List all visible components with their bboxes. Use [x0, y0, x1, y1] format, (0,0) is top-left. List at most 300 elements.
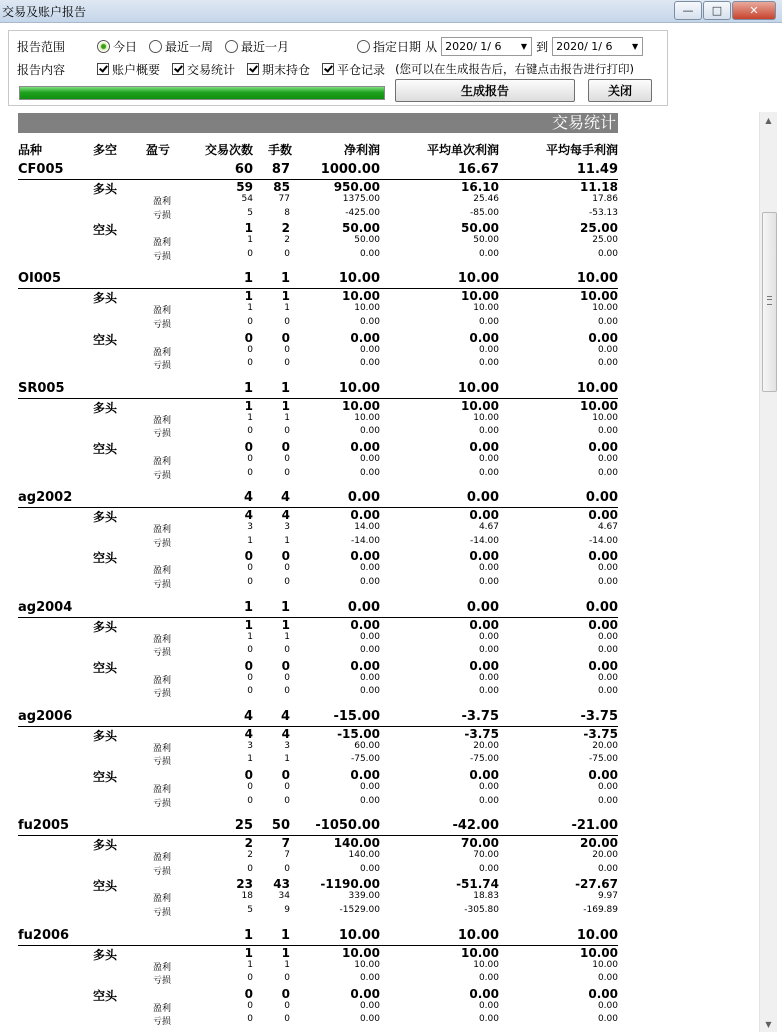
group-total-row[interactable]	[18, 709, 618, 727]
group-total-row[interactable]	[18, 490, 618, 508]
direction-net-profit: 10.00	[342, 289, 380, 304]
scrollbar-thumb[interactable]	[762, 212, 777, 392]
pnl-net-profit: 0.00	[359, 316, 380, 327]
pnl-name: 亏损	[153, 689, 172, 700]
dropdown-arrow-icon[interactable]: ▼	[631, 41, 639, 51]
pnl-net-profit: -425.00	[345, 207, 380, 218]
direction-row[interactable]	[18, 399, 618, 413]
minimize-icon[interactable]: —	[674, 1, 702, 20]
direction-row[interactable]	[18, 221, 618, 238]
pnl-row[interactable]	[18, 782, 618, 796]
scroll-up-icon[interactable]: ▲	[765, 115, 772, 125]
total-trade-count: 1	[243, 271, 253, 287]
pnl-avg-per-trade: -305.80	[464, 905, 499, 916]
pnl-trade-count: 0	[247, 686, 253, 697]
pnl-row[interactable]	[18, 864, 618, 878]
total-lots: 1	[280, 271, 290, 287]
pnl-trade-count: 1	[247, 303, 253, 314]
group-spacer	[18, 919, 618, 928]
direction-avg-per-lot: 10.00	[580, 945, 618, 960]
pnl-row[interactable]	[18, 577, 618, 591]
direction-name: 空头	[93, 551, 118, 566]
direction-trade-count: 59	[236, 180, 253, 194]
pnl-trade-count: 0	[247, 1014, 253, 1025]
group-total-row[interactable]	[18, 271, 618, 289]
direction-net-profit: 0.00	[350, 439, 380, 454]
pnl-avg-per-lot: -14.00	[588, 535, 618, 546]
pnl-net-profit: 10.00	[354, 959, 380, 970]
pnl-avg-per-trade: 0.00	[478, 576, 499, 587]
total-lots: 87	[271, 162, 290, 177]
total-trade-count: 60	[234, 162, 253, 177]
total-avg-per-lot: 0.00	[585, 599, 618, 615]
header-lots: 手数	[267, 143, 292, 157]
direction-name: 空头	[93, 660, 118, 675]
pnl-name: 亏损	[153, 579, 172, 590]
direction-trade-count: 1	[244, 398, 253, 413]
title-bar	[0, 0, 782, 23]
pnl-avg-per-trade: 0.00	[478, 645, 499, 656]
direction-net-profit: 0.00	[350, 330, 380, 345]
pnl-row[interactable]	[18, 960, 618, 974]
pnl-avg-per-trade: 20.00	[473, 740, 499, 751]
pnl-trade-count: 0	[247, 863, 253, 874]
group-total-row[interactable]	[18, 381, 618, 399]
direction-avg-per-trade: 0.00	[469, 549, 499, 564]
pnl-lots: 3	[284, 740, 290, 751]
group-total-row[interactable]	[18, 162, 618, 180]
direction-name: 多头	[93, 510, 118, 525]
total-net-profit: 10.00	[338, 271, 380, 287]
pnl-row[interactable]	[18, 413, 618, 427]
content-row	[17, 60, 634, 78]
direction-row[interactable]	[18, 727, 618, 741]
direction-row[interactable]	[18, 946, 618, 960]
direction-row[interactable]	[18, 331, 618, 345]
pnl-row[interactable]	[18, 754, 618, 768]
pnl-avg-per-lot: -75.00	[588, 754, 618, 765]
group-spacer	[18, 481, 618, 490]
pnl-lots: 3	[284, 522, 290, 533]
close-icon[interactable]: ✕	[732, 1, 776, 20]
direction-net-profit: 10.00	[342, 398, 380, 413]
direction-row[interactable]	[18, 180, 618, 194]
checkbox-icon[interactable]	[322, 63, 334, 75]
pnl-avg-per-trade: 0.00	[478, 248, 499, 259]
checkbox-icon[interactable]	[247, 63, 259, 75]
pnl-name: 盈利	[153, 853, 172, 864]
total-avg-per-lot: -3.75	[580, 708, 618, 724]
generate-report-button[interactable]: 生成报告	[395, 79, 575, 102]
direction-lots: 0	[281, 658, 290, 673]
group-cf005	[18, 160, 618, 262]
pnl-trade-count: 0	[247, 576, 253, 587]
pnl-row[interactable]	[18, 454, 618, 468]
pnl-net-profit: 10.00	[354, 303, 380, 314]
pnl-avg-per-trade: 0.00	[478, 316, 499, 327]
pnl-lots: 0	[284, 1014, 290, 1025]
direction-avg-per-lot: 0.00	[588, 330, 618, 345]
pnl-net-profit: 0.00	[359, 467, 380, 478]
direction-name: 空头	[93, 332, 118, 347]
pnl-row[interactable]	[18, 345, 618, 359]
group-total-row[interactable]	[18, 600, 618, 618]
pnl-row[interactable]	[18, 686, 618, 700]
pnl-lots: 1	[284, 535, 290, 546]
pnl-name: 盈利	[153, 675, 172, 686]
direction-name: 多头	[93, 728, 118, 743]
direction-name: 空头	[93, 879, 118, 894]
pnl-net-profit: 0.00	[359, 1000, 380, 1011]
direction-row[interactable]	[18, 987, 618, 1001]
pnl-row[interactable]	[18, 426, 618, 440]
direction-row[interactable]	[18, 508, 618, 525]
pnl-avg-per-lot: 10.00	[592, 412, 618, 423]
pnl-row[interactable]	[18, 891, 618, 905]
content-option-account[interactable]: 账户概要	[97, 61, 160, 78]
header-symbol: 品种	[18, 143, 43, 157]
pnl-row[interactable]	[18, 536, 618, 550]
pnl-lots: 0	[284, 686, 290, 697]
pnl-avg-per-lot: 9.97	[597, 891, 618, 902]
pnl-trade-count: 0	[247, 645, 253, 656]
pnl-avg-per-lot: -53.13	[588, 207, 618, 218]
pnl-name: 亏损	[153, 757, 172, 768]
pnl-lots: 0	[284, 316, 290, 327]
range-option-today[interactable]: 今日	[97, 38, 137, 55]
total-lots: 4	[280, 490, 290, 506]
range-option-month[interactable]: 最近一月	[225, 38, 289, 55]
pnl-net-profit: 0.00	[359, 795, 380, 806]
total-net-profit: 10.00	[338, 380, 380, 396]
pnl-avg-per-lot: 0.00	[597, 686, 618, 697]
total-lots: 1	[280, 927, 290, 943]
pnl-trade-count: 0	[247, 344, 253, 355]
pnl-lots: 1	[284, 959, 290, 970]
report-view[interactable]	[18, 113, 618, 1028]
pnl-row[interactable]	[18, 208, 618, 222]
symbol-name: fu2006	[18, 927, 70, 943]
total-avg-per-trade: 10.00	[457, 271, 499, 287]
radio-icon[interactable]	[357, 40, 370, 53]
direction-net-profit: 50.00	[342, 221, 380, 236]
options-panel	[8, 30, 668, 106]
symbol-name: SR005	[18, 380, 65, 396]
total-avg-per-lot: 11.49	[576, 162, 618, 177]
pnl-row[interactable]	[18, 973, 618, 987]
group-fu2005	[18, 809, 618, 918]
pnl-lots: 0	[284, 344, 290, 355]
direction-trade-count: 1	[244, 221, 253, 236]
pnl-net-profit: 0.00	[359, 344, 380, 355]
direction-trade-count: 0	[244, 658, 253, 673]
pnl-row[interactable]	[18, 303, 618, 317]
pnl-name: 亏损	[153, 470, 172, 481]
direction-avg-per-trade: 16.10	[461, 180, 499, 194]
progress-bar	[19, 86, 385, 100]
direction-net-profit: 0.00	[350, 617, 380, 632]
pnl-avg-per-trade: 10.00	[473, 959, 499, 970]
pnl-row[interactable]	[18, 468, 618, 482]
vertical-scrollbar[interactable]	[759, 112, 777, 1032]
direction-net-profit: -15.00	[337, 726, 380, 741]
pnl-trade-count: 1	[247, 235, 253, 246]
direction-avg-per-trade: 0.00	[469, 439, 499, 454]
direction-avg-per-lot: 0.00	[588, 508, 618, 523]
pnl-row[interactable]	[18, 796, 618, 810]
group-oi005	[18, 262, 618, 371]
to-date-picker[interactable]: 2020/ 1/ 6 ▼	[552, 37, 643, 56]
total-avg-per-trade: 0.00	[466, 490, 499, 506]
total-net-profit: -15.00	[333, 708, 380, 724]
pnl-avg-per-trade: 0.00	[478, 1000, 499, 1011]
total-avg-per-trade: 10.00	[457, 380, 499, 396]
direction-row[interactable]	[18, 440, 618, 454]
pnl-net-profit: 60.00	[354, 740, 380, 751]
pnl-trade-count: 54	[241, 194, 253, 204]
direction-row[interactable]	[18, 549, 618, 566]
pnl-net-profit: 0.00	[359, 426, 380, 437]
direction-avg-per-lot: 20.00	[580, 836, 618, 851]
content-label: 报告内容	[17, 62, 66, 77]
pnl-net-profit: 0.00	[359, 672, 380, 683]
direction-trade-count: 0	[244, 549, 253, 564]
total-avg-per-trade: -3.75	[461, 708, 499, 724]
radio-selected-icon[interactable]	[97, 40, 110, 53]
direction-trade-count: 23	[236, 877, 253, 892]
pnl-avg-per-lot: 0.00	[597, 316, 618, 327]
total-net-profit: -1050.00	[315, 818, 380, 834]
pnl-row[interactable]	[18, 522, 618, 536]
direction-row[interactable]	[18, 618, 618, 632]
total-trade-count: 1	[243, 927, 253, 943]
pnl-avg-per-lot: 10.00	[592, 959, 618, 970]
range-row	[17, 37, 647, 55]
direction-avg-per-trade: 0.00	[469, 617, 499, 632]
pnl-avg-per-trade: 0.00	[478, 344, 499, 355]
pnl-name: 盈利	[153, 238, 172, 249]
pnl-avg-per-lot: 20.00	[592, 740, 618, 751]
group-spacer	[18, 591, 618, 600]
pnl-name: 盈利	[153, 415, 172, 426]
pnl-avg-per-lot: 0.00	[597, 645, 618, 656]
direction-name: 空头	[93, 223, 118, 238]
pnl-lots: 0	[284, 973, 290, 984]
pnl-avg-per-lot: 0.00	[597, 973, 618, 984]
pnl-name: 盈利	[153, 456, 172, 467]
direction-avg-per-trade: 0.00	[469, 508, 499, 523]
pnl-row[interactable]	[18, 358, 618, 372]
scroll-down-icon[interactable]: ▼	[765, 1019, 772, 1029]
content-option-trades[interactable]: 交易统计	[172, 61, 235, 78]
pnl-row[interactable]	[18, 1014, 618, 1028]
total-trade-count: 25	[234, 818, 253, 834]
pnl-lots: 0	[284, 782, 290, 793]
pnl-net-profit: -1529.00	[339, 905, 380, 916]
direction-avg-per-trade: 10.00	[461, 945, 499, 960]
symbol-name: ag2002	[18, 490, 73, 506]
pnl-net-profit: 0.00	[359, 563, 380, 574]
pnl-lots: 0	[284, 358, 290, 369]
group-ag2006	[18, 700, 618, 809]
pnl-trade-count: 1	[247, 631, 253, 642]
direction-lots: 4	[281, 508, 290, 523]
pnl-net-profit: 10.00	[354, 412, 380, 423]
pnl-row[interactable]	[18, 645, 618, 659]
total-avg-per-lot: 10.00	[576, 271, 618, 287]
pnl-trade-count: 0	[247, 795, 253, 806]
total-avg-per-trade: 0.00	[466, 599, 499, 615]
pnl-row[interactable]	[18, 235, 618, 249]
direction-row[interactable]	[18, 877, 618, 894]
maximize-icon[interactable]: □	[703, 1, 731, 20]
direction-avg-per-lot: 0.00	[588, 549, 618, 564]
pnl-trade-count: 0	[247, 973, 253, 984]
pnl-trade-count: 1	[247, 535, 253, 546]
pnl-row[interactable]	[18, 850, 618, 864]
total-avg-per-trade: 16.67	[457, 162, 499, 177]
direction-avg-per-lot: 25.00	[580, 221, 618, 236]
pnl-row[interactable]	[18, 194, 618, 208]
pnl-trade-count: 0	[247, 1000, 253, 1011]
pnl-trade-count: 0	[247, 467, 253, 478]
pnl-net-profit: 14.00	[354, 522, 380, 533]
content-option-closed[interactable]: 平仓记录	[322, 61, 385, 78]
pnl-net-profit: -14.00	[350, 535, 380, 546]
direction-name: 多头	[93, 838, 118, 853]
group-fu2006	[18, 919, 618, 1028]
pnl-avg-per-trade: 0.00	[478, 453, 499, 464]
pnl-row[interactable]	[18, 1001, 618, 1015]
direction-lots: 2	[281, 221, 290, 236]
pnl-lots: 0	[284, 645, 290, 656]
pnl-lots: 1	[284, 631, 290, 642]
pnl-name: 亏损	[153, 361, 172, 372]
direction-net-profit: 0.00	[350, 508, 380, 523]
pnl-avg-per-trade: 0.00	[478, 795, 499, 806]
direction-name: 空头	[93, 770, 118, 785]
pnl-avg-per-lot: 0.00	[597, 453, 618, 464]
header-avg-per-lot: 平均每手利润	[545, 143, 618, 157]
pnl-row[interactable]	[18, 905, 618, 919]
pnl-avg-per-trade: 4.67	[478, 522, 499, 533]
pnl-avg-per-lot: 25.00	[592, 235, 618, 246]
pnl-row[interactable]	[18, 249, 618, 263]
group-total-row[interactable]	[18, 818, 618, 836]
direction-name: 多头	[93, 619, 118, 634]
group-sr005	[18, 372, 618, 481]
total-lots: 50	[271, 818, 290, 834]
symbol-name: fu2005	[18, 818, 70, 834]
pnl-lots: 9	[284, 905, 290, 916]
pnl-trade-count: 1	[247, 959, 253, 970]
checkbox-icon[interactable]	[172, 63, 184, 75]
pnl-avg-per-trade: 0.00	[478, 563, 499, 574]
direction-trade-count: 1	[244, 945, 253, 960]
pnl-net-profit: 0.00	[359, 631, 380, 642]
pnl-trade-count: 0	[247, 672, 253, 683]
pnl-avg-per-trade: 10.00	[473, 303, 499, 314]
radio-icon[interactable]	[149, 40, 162, 53]
pnl-avg-per-trade: 50.00	[473, 235, 499, 246]
pnl-row[interactable]	[18, 563, 618, 577]
pnl-net-profit: 1375.00	[342, 194, 380, 204]
direction-avg-per-trade: 70.00	[461, 836, 499, 851]
pnl-net-profit: 50.00	[354, 235, 380, 246]
total-avg-per-lot: -21.00	[571, 818, 618, 834]
pnl-avg-per-lot: 20.00	[592, 850, 618, 861]
pnl-net-profit: 140.00	[348, 850, 380, 861]
direction-net-profit: 0.00	[350, 549, 380, 564]
dropdown-arrow-icon[interactable]: ▼	[520, 41, 528, 51]
direction-avg-per-lot: 0.00	[588, 986, 618, 1001]
pnl-row[interactable]	[18, 673, 618, 687]
pnl-avg-per-trade: 70.00	[473, 850, 499, 861]
symbol-name: ag2004	[18, 599, 73, 615]
direction-avg-per-lot: 0.00	[588, 617, 618, 632]
report-section-title: 交易统计	[18, 113, 618, 133]
range-option-week[interactable]: 最近一周	[149, 38, 213, 55]
pnl-trade-count: 3	[247, 522, 253, 533]
grip-icon	[767, 296, 772, 305]
direction-row[interactable]	[18, 768, 618, 785]
pnl-trade-count: 0	[247, 358, 253, 369]
direction-row[interactable]	[18, 836, 618, 853]
total-trade-count: 4	[243, 490, 253, 506]
total-avg-per-lot: 10.00	[576, 927, 618, 943]
pnl-avg-per-lot: -169.89	[583, 905, 618, 916]
direction-name: 多头	[93, 291, 118, 306]
pnl-name: 亏损	[153, 251, 172, 262]
pnl-avg-per-lot: 0.00	[597, 467, 618, 478]
pnl-name: 亏损	[153, 319, 172, 330]
pnl-row[interactable]	[18, 741, 618, 755]
direction-row[interactable]	[18, 289, 618, 306]
group-ag2004	[18, 591, 618, 700]
total-net-profit: 1000.00	[320, 162, 380, 177]
direction-avg-per-trade: 0.00	[469, 330, 499, 345]
pnl-row[interactable]	[18, 632, 618, 646]
pnl-avg-per-trade: 0.00	[478, 863, 499, 874]
close-button[interactable]: 关闭	[588, 79, 652, 102]
direction-row[interactable]	[18, 659, 618, 673]
pnl-name: 盈利	[153, 197, 172, 207]
pnl-avg-per-trade: -85.00	[469, 207, 499, 218]
pnl-net-profit: 0.00	[359, 453, 380, 464]
content-option-positions[interactable]: 期末持仓	[247, 61, 310, 78]
from-date-picker[interactable]: 2020/ 1/ 6 ▼	[441, 37, 532, 56]
pnl-trade-count: 5	[247, 905, 253, 916]
group-spacer	[18, 809, 618, 818]
radio-icon[interactable]	[225, 40, 238, 53]
pnl-trade-count: 0	[247, 248, 253, 259]
pnl-row[interactable]	[18, 317, 618, 331]
pnl-avg-per-lot: 0.00	[597, 358, 618, 369]
pnl-lots: 0	[284, 453, 290, 464]
checkbox-icon[interactable]	[97, 63, 109, 75]
range-option-date[interactable]: 指定日期	[357, 38, 421, 55]
range-label: 报告范围	[17, 39, 66, 54]
group-total-row[interactable]	[18, 928, 618, 946]
pnl-net-profit: 339.00	[348, 891, 380, 902]
group-ag2002	[18, 481, 618, 590]
pnl-avg-per-trade: 0.00	[478, 686, 499, 697]
pnl-avg-per-lot: 0.00	[597, 576, 618, 587]
total-net-profit: 10.00	[338, 927, 380, 943]
pnl-lots: 1	[284, 412, 290, 423]
pnl-lots: 2	[284, 235, 290, 246]
pnl-avg-per-trade: 0.00	[478, 672, 499, 683]
